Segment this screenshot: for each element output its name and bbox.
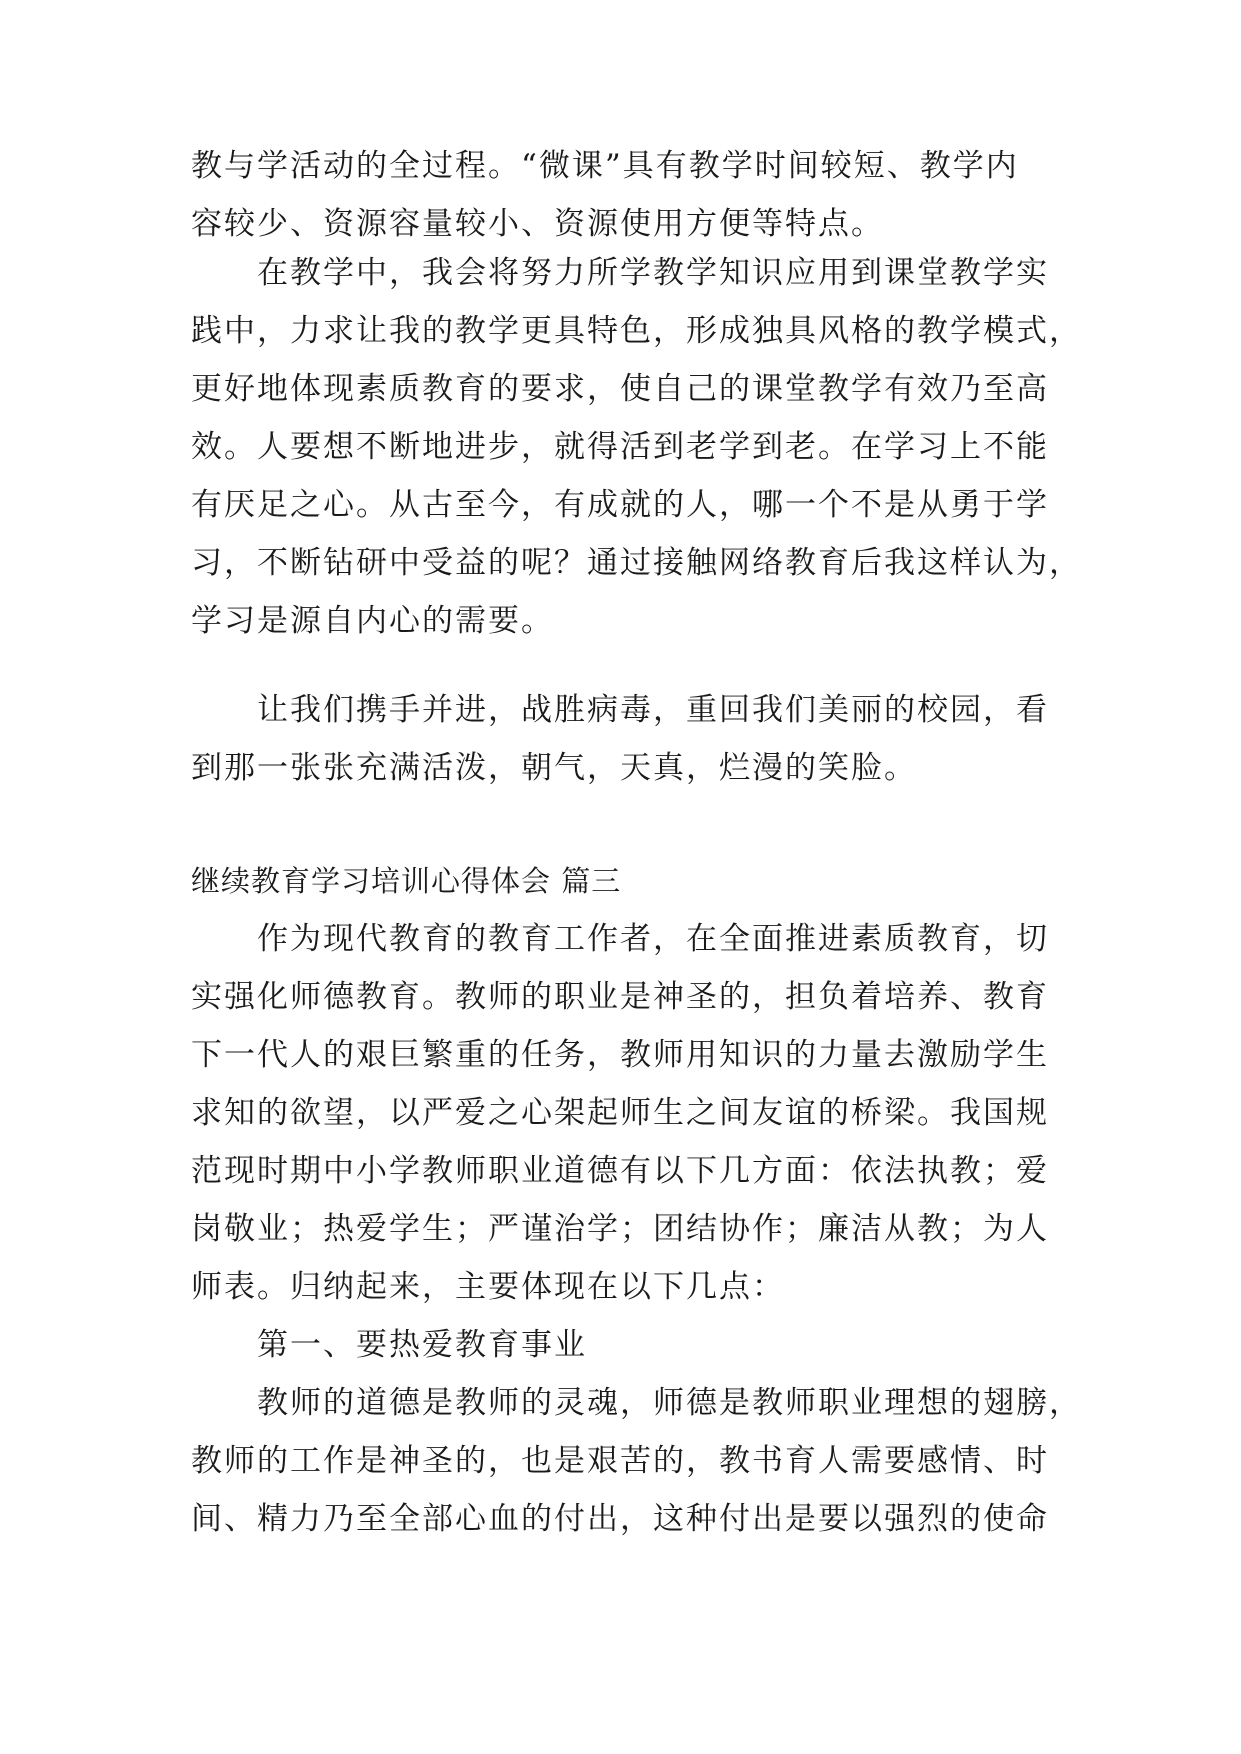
paragraph-line: 习，不断钻研中受益的呢？通过接触网络教育后我这样认为， xyxy=(191,545,1082,581)
subheading: 第一、要热爱教育事业 xyxy=(257,1327,587,1363)
paragraph-line: 容较少、资源容量较小、资源使用方便等特点。 xyxy=(191,206,884,242)
paragraph-line: 间、精力乃至全部心血的付出，这种付出是要以强烈的使命 xyxy=(191,1501,1049,1537)
paragraph-line: 到那一张张充满活泼，朝气，天真，烂漫的笑脸。 xyxy=(191,750,917,786)
paragraph-teaching xyxy=(191,244,1082,650)
paragraph-line: 作为现代教育的教育工作者，在全面推进素质教育，切 xyxy=(257,921,1049,957)
paragraph-line: 教与学活动的全过程。“微课”具有教学时间较短、教学内 xyxy=(191,148,1019,184)
paragraph-line: 更好地体现素质教育的要求，使自己的课堂教学有效乃至高 xyxy=(191,371,1049,407)
paragraph-line: 效。人要想不断地进步，就得活到老学到老。在学习上不能 xyxy=(191,429,1049,465)
paragraph-line: 范现时期中小学教师职业道德有以下几方面：依法执教；爱 xyxy=(191,1153,1049,1189)
paragraph-line: 师表。归纳起来，主要体现在以下几点： xyxy=(191,1269,785,1305)
paragraph-line: 践中，力求让我的教学更具特色，形成独具风格的教学模式， xyxy=(191,313,1082,349)
paragraph-continued xyxy=(191,137,1051,253)
paragraph-together xyxy=(191,681,1051,797)
paragraph-line: 让我们携手并进，战胜病毒，重回我们美丽的校园，看 xyxy=(257,692,1049,728)
section-title xyxy=(191,852,1051,910)
paragraph-ethics xyxy=(191,910,1082,1548)
paragraph-line: 教师的工作是神圣的，也是艰苦的，教书育人需要感情、时 xyxy=(191,1443,1049,1479)
section-title-text: 继续教育学习培训心得体会 篇三 xyxy=(191,864,622,898)
paragraph-line: 在教学中，我会将努力所学教学知识应用到课堂教学实 xyxy=(257,255,1049,291)
paragraph-line: 教师的道德是教师的灵魂，师德是教师职业理想的翅膀， xyxy=(257,1385,1082,1421)
paragraph-line: 实强化师德教育。教师的职业是神圣的，担负着培养、教育 xyxy=(191,979,1049,1015)
paragraph-line: 岗敬业；热爱学生；严谨治学；团结协作；廉洁从教；为人 xyxy=(191,1211,1049,1247)
paragraph-line: 下一代人的艰巨繁重的任务，教师用知识的力量去激励学生 xyxy=(191,1037,1049,1073)
paragraph-line: 学习是源自内心的需要。 xyxy=(191,603,554,639)
paragraph-line: 求知的欲望，以严爱之心架起师生之间友谊的桥梁。我国规 xyxy=(191,1095,1049,1131)
paragraph-line: 有厌足之心。从古至今，有成就的人，哪一个不是从勇于学 xyxy=(191,487,1049,523)
